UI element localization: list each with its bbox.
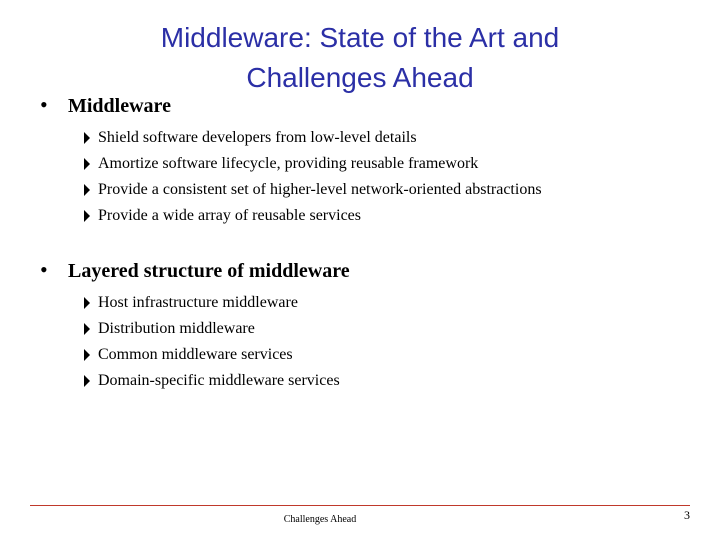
section-middleware bbox=[40, 92, 700, 229]
bullet-dot-icon: • bbox=[40, 257, 48, 282]
triangle-bullet-icon bbox=[84, 184, 90, 196]
main-bullet bbox=[40, 257, 700, 284]
slide-number: 3 bbox=[684, 508, 690, 522]
sub-bullet-item bbox=[84, 177, 700, 203]
sub-bullet-item bbox=[84, 316, 700, 342]
bullet-dot-icon: • bbox=[40, 92, 48, 117]
sub-bullet-text: Distribution middleware bbox=[98, 320, 255, 337]
sub-bullet-text: Host infrastructure middleware bbox=[98, 294, 298, 311]
sub-bullet-item bbox=[84, 151, 700, 177]
sub-bullet-list bbox=[40, 290, 700, 394]
section-heading: Layered structure of middleware bbox=[68, 260, 350, 282]
sub-bullet-item bbox=[84, 125, 700, 151]
section-heading: Middleware bbox=[68, 95, 171, 117]
sub-bullet-item bbox=[84, 368, 700, 394]
sub-bullet-text: Domain-specific middleware services bbox=[98, 372, 340, 389]
section-layered-structure bbox=[40, 257, 700, 394]
sub-bullet-text: Provide a consistent set of higher-level network-oriented abstractions bbox=[98, 181, 542, 198]
triangle-bullet-icon bbox=[84, 158, 90, 170]
slide-title-line-2: Challenges Ahead bbox=[246, 62, 474, 93]
triangle-bullet-icon bbox=[84, 132, 90, 144]
triangle-bullet-icon bbox=[84, 323, 90, 335]
triangle-bullet-icon bbox=[84, 349, 90, 361]
slide-title-line-1: Middleware: State of the Art and bbox=[160, 22, 560, 53]
main-bullet bbox=[40, 92, 700, 119]
triangle-bullet-icon bbox=[84, 210, 90, 222]
sub-bullet-list bbox=[40, 125, 700, 229]
sub-bullet-text: Common middleware services bbox=[98, 346, 293, 363]
sub-bullet-text: Provide a wide array of reusable services bbox=[98, 207, 361, 224]
footer-divider bbox=[30, 505, 690, 506]
sub-bullet-text: Shield software developers from low-level details bbox=[98, 129, 417, 146]
footer-label: Challenges Ahead bbox=[283, 514, 357, 525]
sub-bullet-item bbox=[84, 203, 700, 229]
sub-bullet-text: Amortize software lifecycle, providing reusable framework bbox=[98, 155, 479, 172]
slide-title bbox=[60, 18, 660, 98]
triangle-bullet-icon bbox=[84, 375, 90, 387]
sub-bullet-item bbox=[84, 290, 700, 316]
sub-bullet-item bbox=[84, 342, 700, 368]
triangle-bullet-icon bbox=[84, 297, 90, 309]
